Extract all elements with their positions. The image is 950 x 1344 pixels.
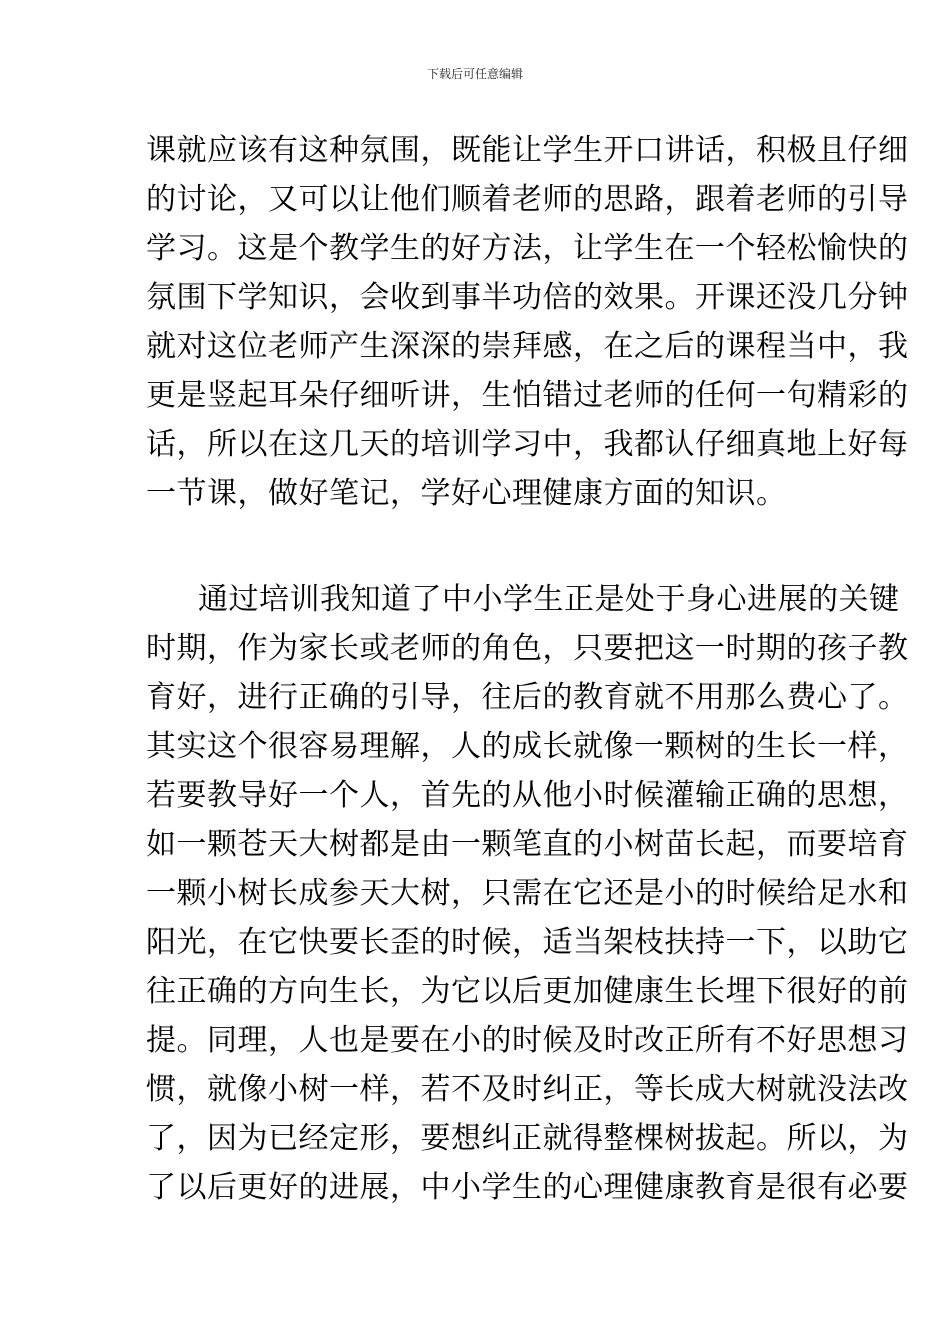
text-line: 话，所以在这几天的培训学习中，我都认仔细真地上好每 xyxy=(146,427,909,462)
text-line: 如一颗苍天大树都是由一颗笔直的小树苗长起，而要培育 xyxy=(146,827,909,862)
text-line: 惯，就像小树一样，若不及时纠正，等长成大树就没法改 xyxy=(146,1072,909,1107)
text-line: 一节课，做好笔记，学好心理健康方面的知识。 xyxy=(146,476,787,511)
text-line: 课就应该有这种氛围，既能让学生开口讲话，积极且仔细 xyxy=(146,133,909,168)
paragraph xyxy=(146,126,909,518)
paragraph xyxy=(146,575,909,1212)
text-line: 就对这位老师产生深深的崇拜感，在之后的课程当中，我 xyxy=(146,329,909,364)
text-line: 氛围下学知识，会收到事半功倍的效果。开课还没几分钟 xyxy=(146,280,909,315)
text-line: 提。同理，人也是要在小的时候及时改正所有不好思想习 xyxy=(146,1023,909,1058)
text-line: 更是竖起耳朵仔细听讲，生怕错过老师的任何一句精彩的 xyxy=(146,378,909,413)
text-line: 了，因为已经定形，要想纠正就得整棵树拔起。所以，为 xyxy=(146,1121,909,1156)
text-line: 其实这个很容易理解，人的成长就像一颗树的生长一样， xyxy=(146,729,909,764)
text-line: 若要教导好一个人，首先的从他小时候灌输正确的思想， xyxy=(146,778,909,813)
text-line: 了以后更好的进展，中小学生的心理健康教育是很有必要 xyxy=(146,1170,909,1205)
text-line: 阳光，在它快要长歪的时候，适当架枝扶持一下，以助它 xyxy=(146,925,909,960)
text-line: 一颗小树长成参天大树，只需在它还是小的时候给足水和 xyxy=(146,876,909,911)
text-line: 的讨论，又可以让他们顺着老师的思路，跟着老师的引导 xyxy=(146,182,909,217)
page-header: 下载后可任意编辑 xyxy=(426,67,523,81)
text-line: 学习。这是个教学生的好方法，让学生在一个轻松愉快的 xyxy=(146,231,909,266)
text-line: 往正确的方向生长，为它以后更加健康生长埋下很好的前 xyxy=(146,974,909,1009)
text-line: 通过培训我知道了中小学生正是处于身心进展的关键 xyxy=(198,582,900,617)
text-line: 时期，作为家长或老师的角色，只要把这一时期的孩子教 xyxy=(146,631,909,666)
text-line: 育好，进行正确的引导，往后的教育就不用那么费心了。 xyxy=(146,680,909,715)
